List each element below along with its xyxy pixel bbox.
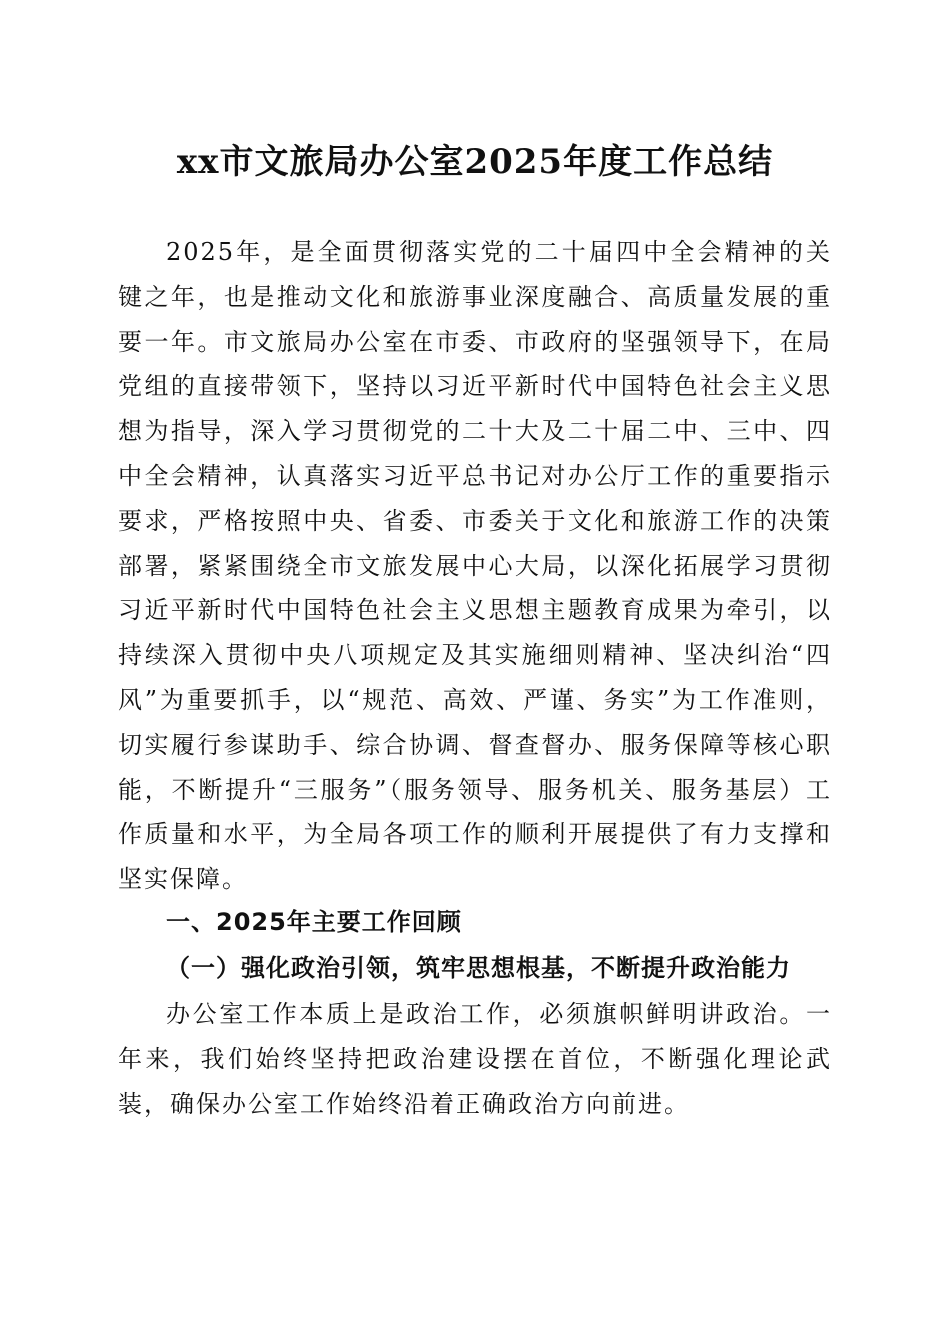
document-title: xx市文旅局办公室2025年度工作总结: [176, 142, 774, 182]
subsection-paragraph: 办公室工作本质上是政治工作，必须旗帜鲜明讲政治。一年来，我们始终坚持把政治建设摆在首位，不断强化理论武装，确保办公室工作始终沿着正确政治方向前进。: [118, 1000, 832, 1118]
section-heading: 一、2025年主要工作回顾: [166, 908, 462, 936]
intro-paragraph: 2025年，是全面贯彻落实党的二十届四中全会精神的关键之年，也是推动文化和旅游事业深度融合、高质量发展的重要一年。市文旅局办公室在市委、市政府的坚强领导下，在局党组的直接带领下，坚持以习近平新时代中国特色社会主义思想为指导，深入学习贯彻党的二十大及二十届二中、三中、四中全会精神，认真落实习近平总书记对办公厅工作的重要指示要求，严格按照中央、省委、市委关于文化和旅游工作的决策部署，紧紧围绕全市文旅发展中心大局，以深化拓展学习贯彻习近平新时代中国特色社会主义思想主题教育成果为牵引，以持续深入贯彻中央八项规定及其实施细则精神、坚决纠治“四风”为重要抓手，以“规范、高效、严谨、务实”为工作准则，切实履行参谋助手、综合协调、督查督办、服务保障等核心职能，不断提升“三服务”（服务领导、服务机关、服务基层）工作质量和水平，为全局各项工作的顺利开展提供了有力支撑和坚实保障。: [118, 238, 832, 894]
subsection-heading: （一）强化政治引领，筑牢思想根基，不断提升政治能力: [166, 953, 791, 982]
